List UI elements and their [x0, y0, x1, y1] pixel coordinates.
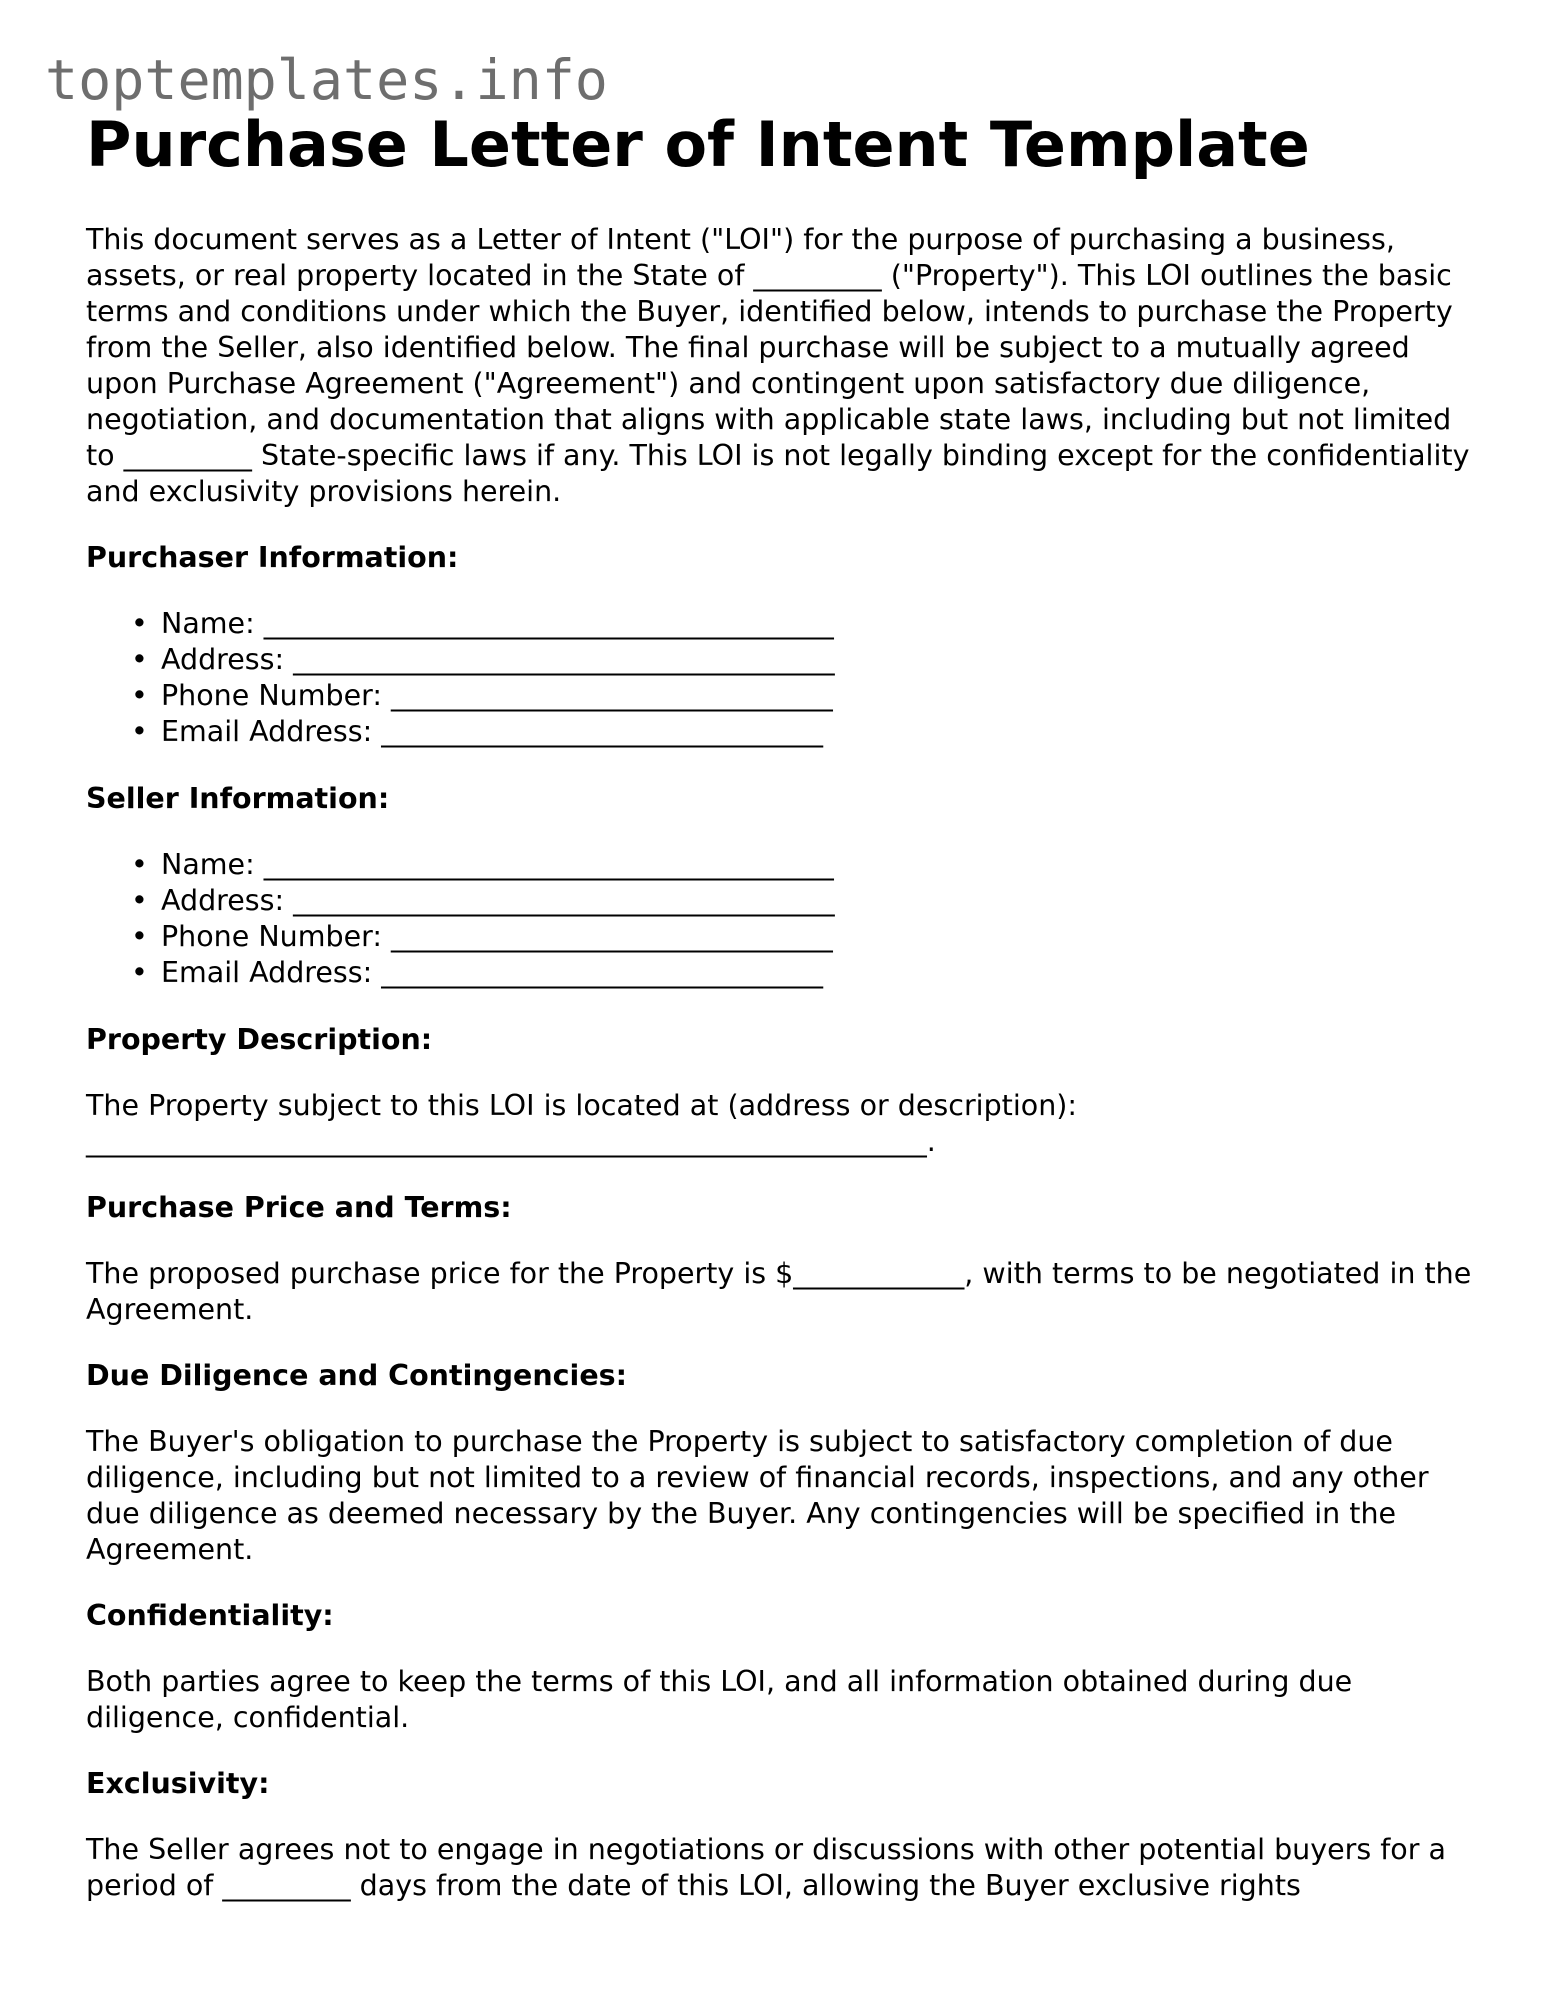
- confidentiality-heading: Confidentiality:: [86, 1599, 334, 1632]
- purchaser-phone-field: • Phone Number: _______________________________: [131, 678, 1486, 714]
- purchaser-fields: [86, 606, 1486, 750]
- price-heading: Purchase Price and Terms:: [86, 1191, 512, 1224]
- intro-paragraph: This document serves as a Letter of Intent ("LOI") for the purpose of purchasing a business, assets, or real property located in the State of _________ ("Property"). This LOI outlines the basic terms and conditions under which the Buyer, identified below, intends to purchase the Property from the Seller, also identified below. The final purchase will be subject to a mutually agreed upon Purchase Agreement ("Agreement") and contingent upon satisfactory due diligence, negotiation, and documentation that aligns with applicable state laws, including but not limited to _________ State-specific laws if any. This LOI is not legally binding except for the confidentiality and exclusivity provisions herein.: [86, 223, 1470, 508]
- property-text: The Property subject to this LOI is located at (address or description): ___________________________________________________________.: [86, 1089, 1077, 1158]
- seller-address-field: • Address: ______________________________________: [131, 883, 1486, 919]
- price-text: The proposed purchase price for the Property is $____________, with terms to be negotiated in the Agreement.: [86, 1257, 1472, 1326]
- exclusivity-section: [86, 1766, 1486, 1904]
- document-body: [86, 108, 1486, 1904]
- confidentiality-section: [86, 1598, 1486, 1736]
- exclusivity-heading: Exclusivity:: [86, 1767, 270, 1800]
- diligence-text: The Buyer's obligation to purchase the Property is subject to satisfactory completion of due diligence, including but not limited to a review of financial records, inspections, and any other due diligence as deemed necessary by the Buyer. Any contingencies will be specified in the Agreement.: [86, 1425, 1429, 1566]
- confidentiality-text: Both parties agree to keep the terms of this LOI, and all information obtained during due diligence, confidential.: [86, 1665, 1353, 1734]
- seller-heading: Seller Information:: [86, 782, 390, 815]
- purchaser-email-field: • Email Address: _______________________________: [131, 714, 1486, 750]
- seller-fields: [86, 847, 1486, 991]
- seller-phone-field: • Phone Number: _______________________________: [131, 919, 1486, 955]
- document-title: Purchase Letter of Intent Template: [86, 108, 1310, 181]
- exclusivity-text: The Seller agrees not to engage in negotiations or discussions with other potential buyers for a period of _________ days from the date of this LOI, allowing the Buyer exclusive rights: [86, 1833, 1446, 1902]
- diligence-heading: Due Diligence and Contingencies:: [86, 1359, 628, 1392]
- diligence-section: [86, 1358, 1486, 1568]
- seller-name-field: • Name: ________________________________________: [131, 847, 1486, 883]
- price-section: [86, 1190, 1486, 1328]
- property-heading: Property Description:: [86, 1023, 433, 1056]
- seller-section: [86, 781, 1486, 991]
- purchaser-name-field: • Name: ________________________________________: [131, 606, 1486, 642]
- purchaser-section: [86, 540, 1486, 750]
- watermark-text: toptemplates.info: [45, 48, 608, 112]
- seller-email-field: • Email Address: _______________________________: [131, 955, 1486, 991]
- purchaser-address-field: • Address: ______________________________________: [131, 642, 1486, 678]
- property-section: [86, 1022, 1486, 1160]
- purchaser-heading: Purchaser Information:: [86, 541, 459, 574]
